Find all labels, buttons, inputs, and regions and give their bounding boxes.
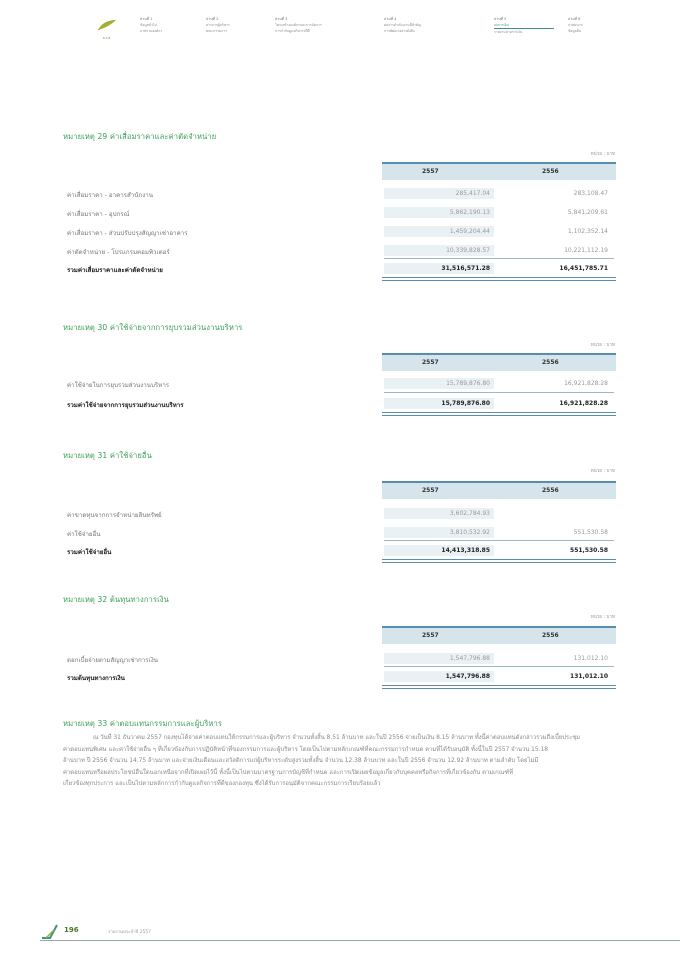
- column-header-2557: 2557: [422, 487, 439, 494]
- table-header: [382, 353, 616, 371]
- total-2557: 31,516,571.28: [384, 263, 494, 274]
- cell-2557: 285,417.04: [384, 188, 494, 199]
- cell-2556: 551,530.58: [573, 529, 608, 536]
- divider: [384, 258, 614, 259]
- nav-number: ส่วนที่ 3: [275, 17, 288, 21]
- row-label: ค่าขาดทุนจากการจำหน่ายสินทรัพย์: [67, 512, 162, 519]
- nav-subtitle: รายงานทางการเงิน: [494, 30, 523, 34]
- nav-title: สารจากผู้บริหาร: [206, 23, 230, 27]
- table-header: [382, 626, 616, 644]
- note-31-title: หมายเหตุ 31 ค่าใช้จ่ายอื่น: [63, 451, 152, 460]
- footer-text: รายงานประจำปี 2557: [108, 930, 151, 935]
- column-header-2557: 2557: [422, 168, 439, 175]
- unit-label: หน่วย : บาท: [590, 469, 615, 474]
- leaf-logo-icon: [96, 18, 118, 32]
- double-underline: [382, 559, 616, 563]
- nav-section-1[interactable]: [140, 16, 200, 46]
- nav-subtitle: การกำกับดูแลกิจการที่ดี: [275, 29, 310, 33]
- nav-number: ส่วนที่ 1: [140, 17, 153, 21]
- cell-2556: 10,221,112.19: [564, 247, 608, 254]
- column-header-2557: 2557: [422, 359, 439, 366]
- total-label: รวมค่าใช้จ่ายอื่น: [67, 549, 112, 556]
- nav-number: ส่วนที่ 5: [494, 17, 507, 21]
- nav-title: งบการเงิน: [494, 22, 554, 29]
- row-label: ดอกเบี้ยจ่ายตามสัญญาเช่าการเงิน: [67, 657, 158, 664]
- cell-2556: 16,921,828.28: [564, 380, 608, 387]
- double-underline: [382, 685, 616, 689]
- row-label: ค่าใช้จ่ายอื่น: [67, 531, 101, 538]
- paragraph-line: ณ วันที่ 31 ธันวาคม 2557 กองทุนได้จ่ายค่าตอบแทนให้กรรมการและผู้บริหาร จำนวนทั้งสิ้น 8.51 ล้านบาท และในปี 2556 จ่ายเป็นเงิน 8.15 ล้านบาท ทั้งนี้ค่าตอบแทนดังกล่าวรวมถึงเบี้ยประชุม: [93, 735, 581, 741]
- organization-logo[interactable]: [92, 16, 122, 44]
- cell-2556: 131,012.10: [573, 655, 608, 662]
- note-33-paragraph: [63, 733, 616, 791]
- divider: [384, 540, 614, 541]
- nav-section-2[interactable]: [206, 16, 266, 46]
- note-30-title: หมายเหตุ 30 ค่าใช้จ่ายจากการยุบรวมส่วนงานบริหาร: [63, 323, 243, 332]
- row-label: ค่าเสื่อมราคา - ส่วนปรับปรุงสัญญาเช่าอาคาร: [67, 230, 188, 237]
- total-2556: 16,451,785.71: [559, 265, 608, 272]
- paragraph-line: เกี่ยวข้องทุกประการ และเป็นไปตามหลักการกำกับดูแลกิจการที่ดีของกองทุน ซึ่งได้รับการอนุมัติจากคณะกรรมการเรียบร้อยแล้ว: [63, 781, 381, 787]
- table-header: [382, 481, 616, 499]
- divider: [384, 666, 614, 667]
- note-32-title: หมายเหตุ 32 ต้นทุนทางการเงิน: [63, 595, 169, 604]
- logo-text: ธ.ก.ส.: [102, 36, 112, 40]
- nav-title: ข้อมูลทั่วไป: [140, 23, 157, 27]
- cell-2557: 5,862,190.13: [384, 207, 494, 218]
- nav-subtitle: ภาพรวมองค์กร: [140, 29, 163, 33]
- total-label: รวมค่าเสื่อมราคาและค่าตัดจำหน่าย: [67, 267, 163, 274]
- column-header-2557: 2557: [422, 632, 439, 639]
- row-label: ค่าใช้จ่ายในการยุบรวมส่วนงานบริหาร: [67, 382, 170, 389]
- nav-section-3[interactable]: [275, 16, 375, 46]
- nav-subtitle: คณะกรรมการ: [206, 29, 227, 33]
- note-33-title: หมายเหตุ 33 ค่าตอบแทนกรรมการและผู้บริหาร: [63, 719, 223, 728]
- total-2557: 1,547,796.88: [384, 671, 494, 682]
- nav-subtitle: การพัฒนาอย่างยั่งยืน: [384, 29, 415, 33]
- paragraph-line: ล้านบาท ปี 2556 จำนวน 14.75 ล้านบาท และจ่ายเงินเดือนและสวัสดิการแก่ผู้บริหารระดับสูงรวมทั้งสิ้น จำนวน 12.38 ล้านบาท และในปี 2556 จำนวน 12.92 ล้านบาท ตามลำดับ โดยไม่มี: [63, 758, 539, 764]
- total-2556: 16,921,828.28: [559, 400, 608, 407]
- column-header-2556: 2556: [542, 168, 559, 175]
- column-header-2556: 2556: [542, 487, 559, 494]
- double-underline: [382, 412, 616, 416]
- nav-title: ผลการดำเนินงานที่สำคัญ: [384, 23, 421, 27]
- nav-number: ส่วนที่ 2: [206, 17, 219, 21]
- note-29-title: หมายเหตุ 29 ค่าเสื่อมราคาและค่าตัดจำหน่าย: [63, 132, 217, 141]
- footer-divider: [40, 940, 680, 941]
- column-header-2556: 2556: [542, 359, 559, 366]
- cell-2556: [500, 508, 612, 519]
- column-header-2556: 2556: [542, 632, 559, 639]
- unit-label: หน่วย : บาท: [590, 152, 615, 157]
- total-2556: 551,530.58: [570, 547, 608, 554]
- total-label: รวมค่าใช้จ่ายจากการยุบรวมส่วนงานบริหาร: [67, 402, 184, 409]
- nav-number: ส่วนที่ 4: [384, 17, 397, 21]
- total-2557: 15,789,876.80: [384, 398, 494, 409]
- total-label: รวมต้นทุนทางการเงิน: [67, 675, 125, 682]
- nav-section-6[interactable]: [568, 16, 622, 46]
- cell-2557: 3,602,784.93: [384, 508, 494, 519]
- total-2557: 14,413,318.85: [384, 545, 494, 556]
- cell-2556: 283,108.47: [573, 190, 608, 197]
- row-label: ค่าเสื่อมราคา - อาคารสำนักงาน: [67, 192, 153, 199]
- table-header: [382, 162, 616, 180]
- unit-label: หน่วย : บาท: [590, 615, 615, 620]
- nav-subtitle: ข้อมูลอื่น: [568, 29, 582, 33]
- top-navigation: [82, 14, 622, 48]
- unit-label: หน่วย : บาท: [590, 343, 615, 348]
- cell-2557: 10,339,828.57: [384, 245, 494, 256]
- double-underline: [382, 277, 616, 281]
- row-label: ค่าเสื่อมราคา - อุปกรณ์: [67, 211, 130, 218]
- cell-2557: 15,789,876.80: [384, 378, 494, 389]
- nav-section-5[interactable]: [494, 16, 554, 46]
- page-number: 196: [64, 926, 79, 934]
- cell-2557: 3,810,532.92: [384, 527, 494, 538]
- cell-2557: 1,547,796.88: [384, 653, 494, 664]
- paragraph-line: ค่าตอบแทนพิเศษ และค่าใช้จ่ายอื่น ๆ ที่เกี่ยวข้องกับการปฏิบัติหน้าที่ของกรรมการและผู้บริหาร โดยเป็นไปตามหลักเกณฑ์ที่คณะกรรมการกำหนด ตามที่ได้รับอนุมัติ ทั้งนี้ในปี 2557 จำนวน 15.18: [63, 746, 549, 753]
- cell-2556: 5,841,209.61: [567, 209, 608, 216]
- cell-2557: 1,459,204.44: [384, 226, 494, 237]
- total-2556: 131,012.10: [570, 673, 608, 680]
- nav-number: ส่วนที่ 6: [568, 17, 581, 21]
- row-label: ค่าตัดจำหน่าย - โปรแกรมคอมพิวเตอร์: [67, 249, 170, 256]
- nav-section-4[interactable]: [384, 16, 484, 46]
- cell-2556: 1,102,352.14: [567, 228, 608, 235]
- divider: [384, 392, 614, 393]
- paragraph-line: ค่าตอบแทนหรือผลประโยชน์อื่นใดนอกเหนือจากที่เปิดเผยไว้นี้ ทั้งนี้เป็นไปตามมาตรฐานการบัญชีที่กำหนด และการเปิดเผยข้อมูลเกี่ยวกับบุคคลหรือกิจการที่เกี่ยวข้องกัน ตามเกณฑ์ที่: [63, 769, 513, 776]
- footer-swoosh-icon: [40, 922, 60, 940]
- nav-title: ภาคผนวก: [568, 23, 583, 27]
- nav-title: โครงสร้างองค์กรและการจัดการ: [275, 23, 322, 27]
